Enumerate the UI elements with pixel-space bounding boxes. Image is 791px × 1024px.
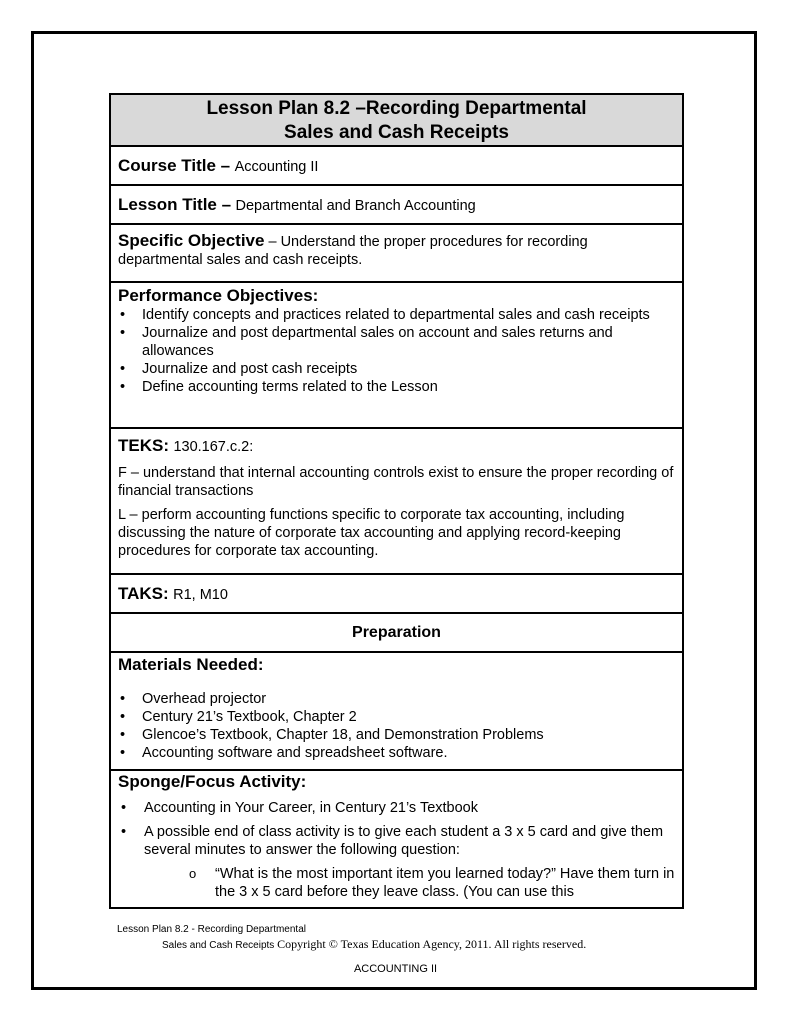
list-item: • Overhead projector xyxy=(118,690,675,708)
specific-objective-label: Specific Objective xyxy=(118,231,265,250)
teks-f: F – understand that internal accounting controls exist to ensure the proper recording of financial transactions xyxy=(118,465,674,499)
sponge-activity-label: Sponge/Focus Activity: xyxy=(118,772,307,791)
teks-row xyxy=(111,429,682,575)
page-footer xyxy=(117,923,586,953)
sub-list-item xyxy=(189,865,675,901)
course-title-value: Accounting II xyxy=(234,159,319,175)
sponge-activity-list xyxy=(118,799,675,859)
lesson-title-value: Departmental and Branch Accounting xyxy=(235,198,476,214)
preparation-heading: Preparation xyxy=(111,614,682,653)
list-item: • Journalize and post cash receipts xyxy=(118,360,675,378)
list-item: • A possible end of class activity is to give each student a 3 x 5 card and give them several minutes to answer the following question: xyxy=(118,823,675,859)
list-item: • Accounting in Your Career, in Century 21’s Textbook xyxy=(118,799,675,817)
list-item: • Glencoe’s Textbook, Chapter 18, and Demonstration Problems xyxy=(118,726,675,744)
specific-objective-text: – Understand the proper procedures for recording departmental sales and cash receipts. xyxy=(118,234,588,268)
course-title-label: Course Title – xyxy=(118,156,231,175)
taks-value: R1, M10 xyxy=(173,587,228,603)
performance-objectives-row xyxy=(111,283,682,429)
lesson-plan-table xyxy=(109,93,684,909)
materials-label: Materials Needed: xyxy=(118,655,264,674)
footer-copyright: Copyright © Texas Education Agency, 2011. All rights reserved. xyxy=(277,937,587,951)
teks-label: TEKS: xyxy=(118,436,169,455)
sponge-activity-row xyxy=(111,771,682,907)
footer-line-2: Sales and Cash Receipts xyxy=(162,940,275,951)
teks-l: L – perform accounting functions specific to corporate tax accounting, including discussing the nature of corporate tax accounting and applying record-keeping procedures for corporate tax accounting. xyxy=(118,507,625,559)
taks-row xyxy=(111,575,682,614)
lesson-title-row xyxy=(111,186,682,225)
list-item: • Identify concepts and practices related to departmental sales and cash receipts xyxy=(118,306,675,324)
title-line-1: Lesson Plan 8.2 –Recording Departmental xyxy=(206,98,587,119)
list-item: • Century 21’s Textbook, Chapter 2 xyxy=(118,708,675,726)
performance-objectives-list xyxy=(118,306,675,396)
lesson-title-label: Lesson Title – xyxy=(118,195,232,214)
materials-row xyxy=(111,653,682,771)
specific-objective-row xyxy=(111,225,682,283)
list-item: • Journalize and post departmental sales on account and sales returns and allowances xyxy=(118,324,675,360)
title-line-2: Sales and Cash Receipts xyxy=(284,122,509,143)
materials-list xyxy=(118,690,675,762)
footer-course: ACCOUNTING II xyxy=(353,963,438,975)
list-item: • Define accounting terms related to the Lesson xyxy=(118,378,675,396)
circle-bullet-icon: o xyxy=(189,866,197,881)
footer-line-1: Lesson Plan 8.2 - Recording Departmental xyxy=(117,924,306,935)
list-item: • Accounting software and spreadsheet software. xyxy=(118,744,675,762)
taks-label: TAKS: xyxy=(118,584,169,603)
teks-code: 130.167.c.2: xyxy=(173,439,254,455)
course-title-row xyxy=(111,147,682,186)
lesson-plan-title xyxy=(111,95,682,147)
sub-list-item-text: “What is the most important item you learned today?” Have them turn in the 3 x 5 card before they leave class. (You can use this xyxy=(215,866,675,900)
performance-objectives-label: Performance Objectives: xyxy=(118,286,319,305)
